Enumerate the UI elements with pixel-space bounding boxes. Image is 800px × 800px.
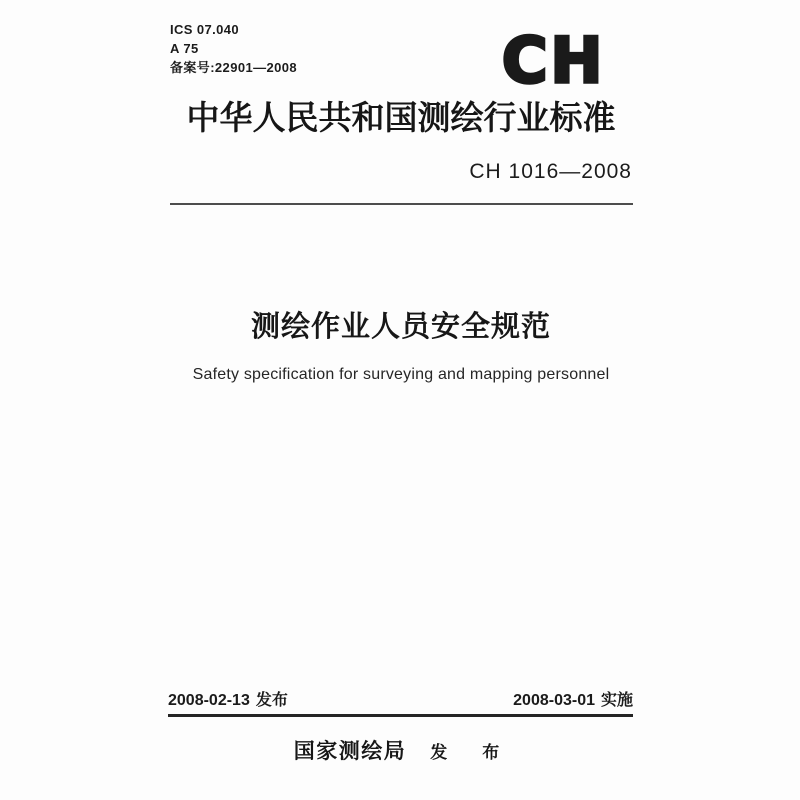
- standard-family-title: 中华人民共和国测绘行业标准: [186, 99, 616, 136]
- ch-logo: CH: [502, 24, 606, 97]
- ics-code: ICS 07.040: [170, 22, 240, 37]
- meta-block: [170, 20, 297, 77]
- issuing-body: 国家测绘局: [293, 740, 407, 763]
- standard-number: CH 1016—2008: [469, 160, 632, 183]
- document-title-en: Safety specification for surveying and mapping personnel: [192, 366, 610, 383]
- issue-date: [168, 687, 288, 710]
- implement-date: [513, 687, 633, 710]
- implement-date-label: 实施: [600, 692, 633, 709]
- record-number: 备案号:22901—2008: [170, 60, 297, 75]
- header-rule: [170, 203, 633, 205]
- issue-date-value: 2008-02-13: [168, 692, 250, 709]
- publish-label: 发 布: [430, 743, 509, 762]
- document-title-cn: 测绘作业人员安全规范: [250, 311, 551, 343]
- classification-code: A 75: [170, 41, 199, 56]
- implement-date-value: 2008-03-01: [513, 692, 595, 709]
- dates-row: [168, 687, 633, 717]
- issuer-row: [170, 735, 632, 765]
- issue-date-label: 发布: [255, 692, 288, 709]
